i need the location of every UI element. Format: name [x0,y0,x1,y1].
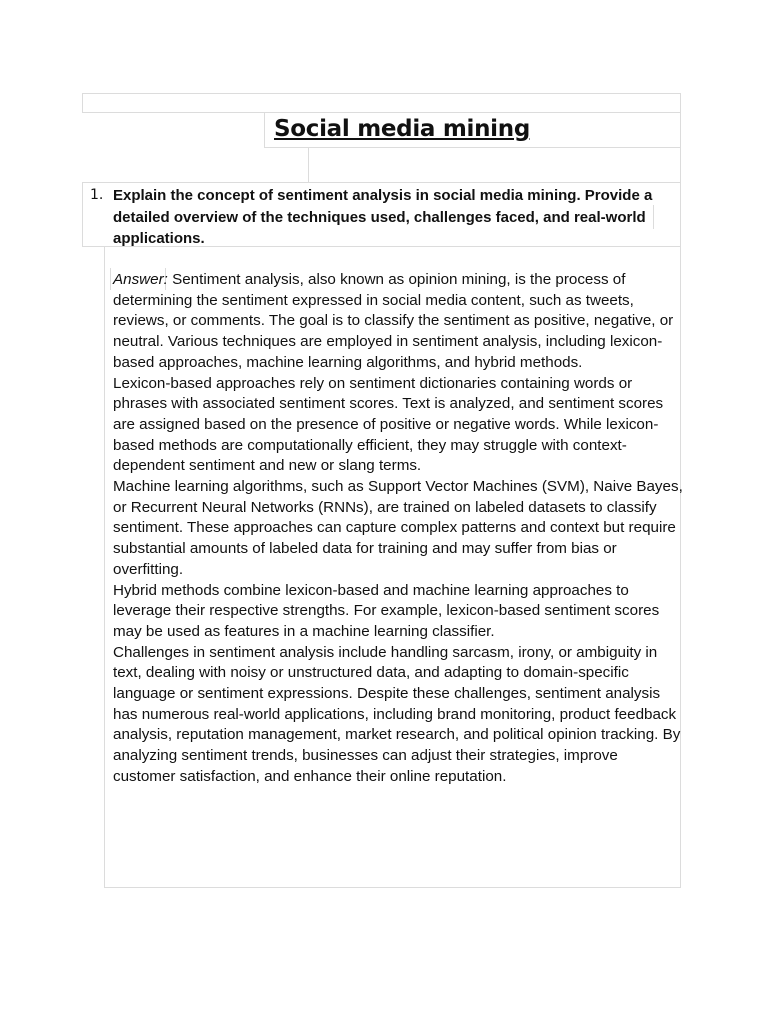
question-row-left [82,182,83,246]
question-row-top [82,182,681,183]
answer-paragraph: Lexicon-based approaches rely on sentiment dictionaries containing words or phrases with associated sentiment scores. Text is analyzed, and sentiment scores are assigned based on the presence of positive or negative words. While lexicon-based methods are computationally efficient, they may struggle with context-dependent sentiment and new or slang terms. [113,374,664,475]
question-inner-right [653,205,654,229]
question-number: 1. [90,187,104,203]
answer-cell-bottom [104,887,681,888]
table-border-top [82,93,681,94]
blank-cell-left [308,147,309,183]
answer-paragraph: Hybrid methods combine lexicon-based and machine learning approaches to leverage their respective strengths. For example, lexicon-based sentiment scores may be used as features in a machine learning classifier. [113,581,660,640]
question-row-bottom [82,246,104,247]
answer-paragraph [113,270,683,374]
answer-cell-left [104,246,105,888]
page-title: Social media mining [274,116,530,142]
table-border-left-top [82,93,83,113]
answer-label: Answer: [113,271,168,288]
question-text: Explain the concept of sentiment analysis in social media mining. Provide a detailed overview of the techniques used, challenges faced, and real-world applications. [113,187,653,247]
answer-paragraph: Machine learning algorithms, such as Support Vector Machines (SVM), Naive Bayes, or Recurrent Neural Networks (RNNs), are trained on labeled datasets to classify sentiment. These approaches can capture complex patterns and context but require substantial amounts of labeled data for training and may suffer from bias or overfitting. [113,478,683,578]
answer-label-box-left [110,268,111,290]
title-cell-bottom [264,147,681,148]
table-border-row1 [82,112,681,113]
answer-paragraph: Challenges in sentiment analysis include handling sarcasm, irony, or ambiguity in text, dealing with noisy or unstructured data, and adapting to domain-specific language or sentiment expressions. Despite these challenges, sentiment analysis has numerous real-world applications, including brand monitoring, product feedback analysis, reputation management, market research, and political opinion tracking. By analyzing sentiment trends, businesses can adjust their strategies, improve customer satisfaction, and enhance their online reputation. [113,643,681,785]
answer-paragraph-text: Sentiment analysis, also known as opinion mining, is the process of determining the sentiment expressed in social media content, such as tweets, reviews, or comments. The goal is to classify the sentiment as positive, negative, or neutral. Various techniques are employed in sentiment analysis, including lexicon-based approaches, machine learning algorithms, and hybrid methods. [113,271,674,371]
answer-body [113,270,683,788]
title-cell-left [264,112,265,148]
